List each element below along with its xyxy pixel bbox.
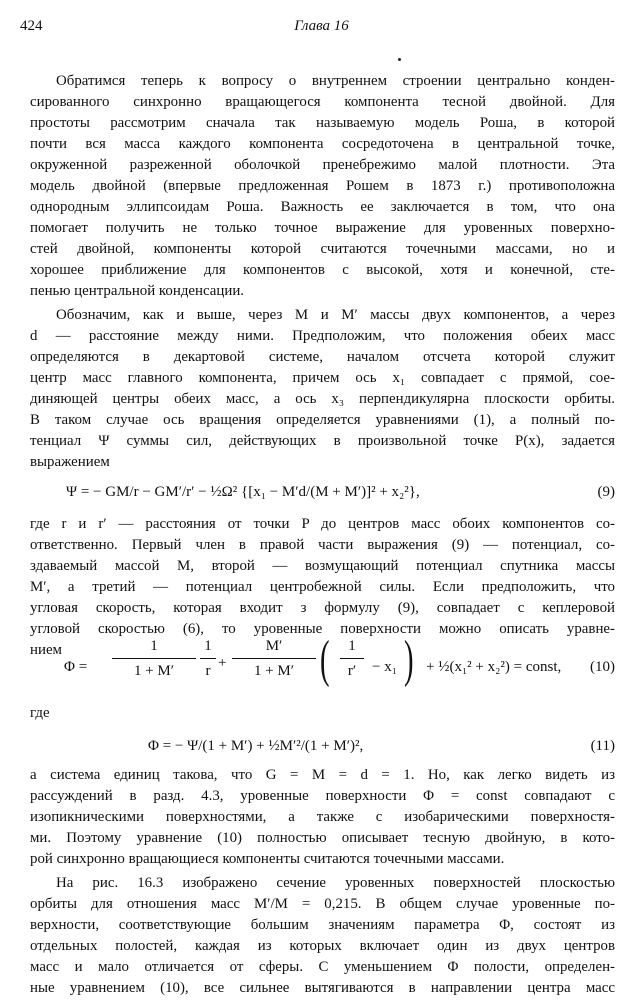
equation-text: Φ = − Ψ/(1 + M′) + ½M′²/(1 + M′)², — [148, 738, 364, 754]
text-line: хорошее приближение для компонентов с высокой, хотя и конечной, сте- — [30, 262, 615, 278]
chapter-title: Глава 16 — [294, 18, 349, 34]
text-line: масс и мало отличается от сферы. С уменьшением Φ полости, определен- — [30, 959, 615, 975]
text-line: угловая скорость, которая входит з формулу (9), совпадает с кеплеровой — [30, 600, 615, 616]
text-line: орбиты для отношения масс M′/M = 0,215. В общем случае уровенные по- — [30, 896, 615, 912]
text-line: простоты рассмотрим сначала так называемую модель Роша, в которой — [30, 115, 615, 131]
fraction-bar — [200, 658, 216, 659]
text-line: верхности, соответствующие большим значениям параметра Φ, состоят из — [30, 917, 615, 933]
denominator: 1 + M′ — [253, 663, 295, 679]
text-line: почти вся масса каждого компонента сосредоточена в центральной точке, — [30, 136, 615, 152]
text-line: изопикническими поверхностями, а также с изобарическими поверхностя- — [30, 809, 615, 825]
text-line: помогает получить не только точное выражение для уровенных поверхно- — [30, 220, 615, 236]
text-line: рой синхронно вращающиеся компоненты считаются точечными массами. — [30, 851, 505, 867]
text-line: диняющей центры обеих масс, а ось x₃ перпендикулярна плоскости орбиты. — [30, 391, 615, 407]
fraction — [112, 638, 196, 680]
fraction — [340, 638, 364, 680]
fraction-bar — [112, 658, 196, 659]
equation-lhs: Φ = — [64, 659, 88, 675]
text-line: модель двойной (впервые предложенная Рошем в 1873 г.) противоположна — [30, 178, 615, 194]
text-line: ми. Поэтому уравнение (10) полностью описывает тесную двойную, в кото- — [30, 830, 615, 846]
numerator: 1 — [348, 638, 356, 654]
fraction-bar — [340, 658, 364, 659]
text-line: стей двойной, компоненты которой считаются точечными массами, но и — [30, 241, 615, 257]
text-line: однородным эллипсоидам Роша. Важность ее заключается в том, что она — [30, 199, 615, 215]
text-line: нием — [30, 642, 62, 658]
text-line: а система единиц такова, что G = M = d = 1. Но, как легко видеть из — [30, 767, 615, 783]
text-line: На рис. 16.3 изображено сечение уровенных поверхностей плоскостью — [56, 875, 615, 891]
plus-sign: + — [218, 655, 227, 671]
equation-number: (11) — [590, 738, 615, 754]
equation-number: (9) — [597, 484, 615, 500]
text-line: где — [30, 705, 50, 721]
numerator: M′ — [265, 638, 283, 654]
text-line: выражением — [30, 454, 110, 470]
text-line: определяются в декартовой системе, началом отсчета которой служит — [30, 349, 615, 365]
equation-tail: + ½(x₁² + x₂²) = const, — [426, 659, 562, 675]
page-number: 424 — [20, 18, 43, 34]
text-line: ные уравнением (10), все сильнее вытягиваются в направлении центра масс — [30, 980, 615, 996]
text-line: рассуждений в разд. 4.3, уровенные поверхности Φ = const совпадают с — [30, 788, 615, 804]
print-mark — [398, 58, 401, 61]
text-line: M′, а третий — потенциал центробежной силы. Если предположить, что — [30, 579, 615, 595]
fraction-bar — [232, 658, 316, 659]
denominator: r — [205, 663, 211, 679]
text-line: сированного синхронно вращающегося компонента тесной двойной. Для — [30, 94, 615, 110]
equation-number: (10) — [590, 659, 615, 675]
text-line: угловой скоростью (6), то уровенные поверхности можно описать уравне- — [30, 621, 615, 637]
fraction — [232, 638, 316, 680]
numerator: 1 — [204, 638, 212, 654]
denominator: 1 + M′ — [133, 663, 175, 679]
right-paren: ) — [404, 631, 414, 688]
denominator: r′ — [347, 663, 357, 679]
fraction — [200, 638, 216, 680]
minus-x1: − x₁ — [372, 659, 397, 675]
text-line: где r и r′ — расстояния от точки P до центров масс обоих компонентов со- — [30, 516, 615, 532]
text-line: пенью центральной конденсации. — [30, 283, 245, 299]
text-line: В таком случае ось вращения определяется уравнениями (1), а полный по- — [30, 412, 615, 428]
text-line: окруженной разреженной оболочкой пренебрежимо малой плотности. Эта — [30, 157, 615, 173]
text-line: здаваемый массой M, второй — возмущающий потенциал спутника массы — [30, 558, 615, 574]
page-header — [20, 18, 623, 40]
text-line: центр масс главного компонента, причем ось x₁ совпадает с прямой, сое- — [30, 370, 615, 386]
text-line: ответственно. Первый член в правой части выражения (9) — потенциал, со- — [30, 537, 615, 553]
text-line: тенциал Ψ суммы сил, действующих в произвольной точке P(x), задается — [30, 433, 615, 449]
text-line: отдельных полостей, каждая из которых включает один из двух центров — [30, 938, 615, 954]
text-line: Обозначим, как и выше, через M и M′ массы двух компонентов, а через — [56, 307, 615, 323]
text-line: d — расстояние между ними. Предположим, что положения обеих масс — [30, 328, 615, 344]
left-paren: ( — [320, 631, 330, 688]
numerator: 1 — [150, 638, 158, 654]
text-line: Обратимся теперь к вопросу о внутреннем строении центрально конден- — [56, 73, 615, 89]
equation-text: Ψ = − GM/r − GM′/r′ − ½Ω² {[x₁ − M′d/(M + M′)]² + x₂²}, — [66, 484, 420, 500]
